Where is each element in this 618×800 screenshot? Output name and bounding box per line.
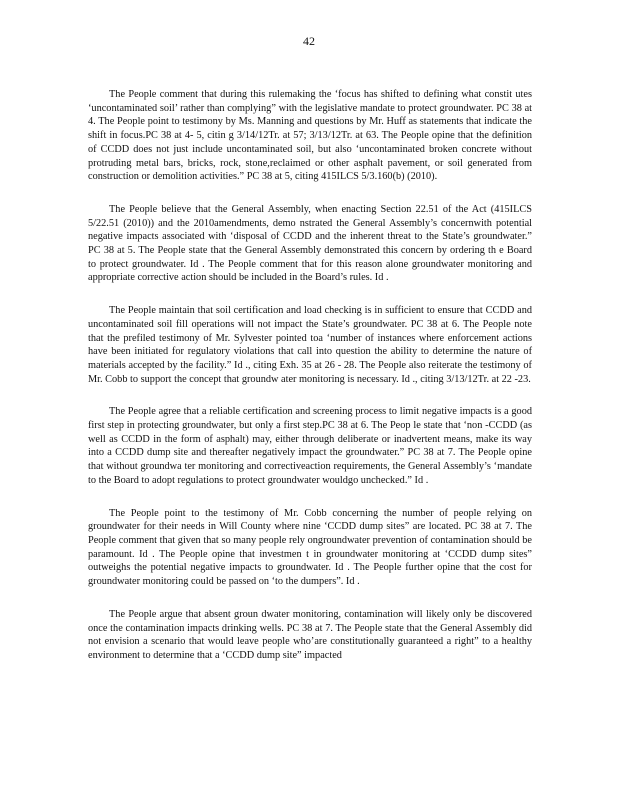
paragraph-5: The People point to the testimony of Mr. Cobb concerning the number of people relying on groundwater for their needs in Will County where nine ‘CCDD dump sites” are located. PC 38 at 7. The People comment that given that so many people rely ongroundwater prevention of contamination should be paramount. Id . The People opine that investmen t in groundwater monitoring at ‘CCDD dump sites” outweighs the potential negative impacts to groundwater. Id . The People further opine that the cost for groundwater monitoring could be passed on ‘to the dumpers”. Id . (88, 507, 532, 588)
paragraph-3: The People maintain that soil certification and load checking is in sufficient to ensure that CCDD and uncontaminated soil fill operations will not impact the State’s groundwater. PC 38 at 6. The People note that the prefiled testimony of Mr. Sylvester pointed toa ‘number of instances where enforcement actions have been initiated for regulatory violations that call into question the ability to determine the nature of materials accepted by the facility.” Id ., citing Exh. 35 at 26 - 28. The People also reiterate the testimony of Mr. Cobb to support the concept that groundw ater monitoring is necessary. Id ., citing 3/13/12Tr. at 22 -23. (88, 305, 532, 385)
paragraph-4: The People agree that a reliable certification and screening process to limit negative impacts is a good first step in protecting groundwater, but only a first step.PC 38 at 6. The Peop le state that ‘non -CCDD (as well as CCDD in the form of asphalt) may, either through deliberate or inadvertent means, make its way into a CCDD dump site and thereafter negatively impact the groundwater.” PC 38 at 7. The People opine that without groundwa ter monitoring and correctiveaction requirements, the General Assembly’s ‘mandate to the Board to adopt regulations to protect groundwater wouldgo unchecked.” Id . (88, 406, 532, 486)
paragraph-2: The People believe that the General Assembly, when enacting Section 22.51 of the Act (415ILCS 5/22.51 (2010)) and the 2010amendments, demo nstrated the General Assembly’s concernwith potential negative impacts associated with ‘disposal of CCDD and the inherent threat to the State’s groundwater.” PC 38 at 5. The People state that the General Assembly demonstrated this concern by ordering th e Board to protect groundwater. Id . The People comment that for this reason alone groundwater monitoring and appropriate corrective action should be included in the Board’s rules. Id . (88, 203, 532, 284)
document-body (88, 88, 532, 682)
page-number: 42 (303, 34, 315, 48)
paragraph-1: The People comment that during this rulemaking the ‘focus has shifted to defining what constit utes ‘uncontaminated soil’ rather than complying” with the legislative mandate to protect groundwater. PC 38 at 4. The People point to testimony by Ms. Manning and questions by Mr. Huff as statements that indicate the shift in focus.PC 38 at 4- 5, citin g 3/14/12Tr. at 57; 3/13/12Tr. at 63. The People opine that the definition of CCDD does not just include uncontaminated soil, but also ‘uncontaminated broken concrete without protruding metal bars, bricks, rock, stone,reclaimed or other asphalt pavement, or soil generated from construction or demolition activities.” PC 38 at 5, citing 415ILCS 5/3.160(b) (2010). (88, 89, 532, 183)
paragraph-6: The People argue that absent groun dwater monitoring, contamination will likely only be discovered once the contamination impacts drinking wells. PC 38 at 7. The People state that the General Assembly did not envision a scenario that would leave people who’are constitutionally guaranteed a right” to a healthy environment to determine that a ‘CCDD dump site” impacted (88, 608, 532, 661)
